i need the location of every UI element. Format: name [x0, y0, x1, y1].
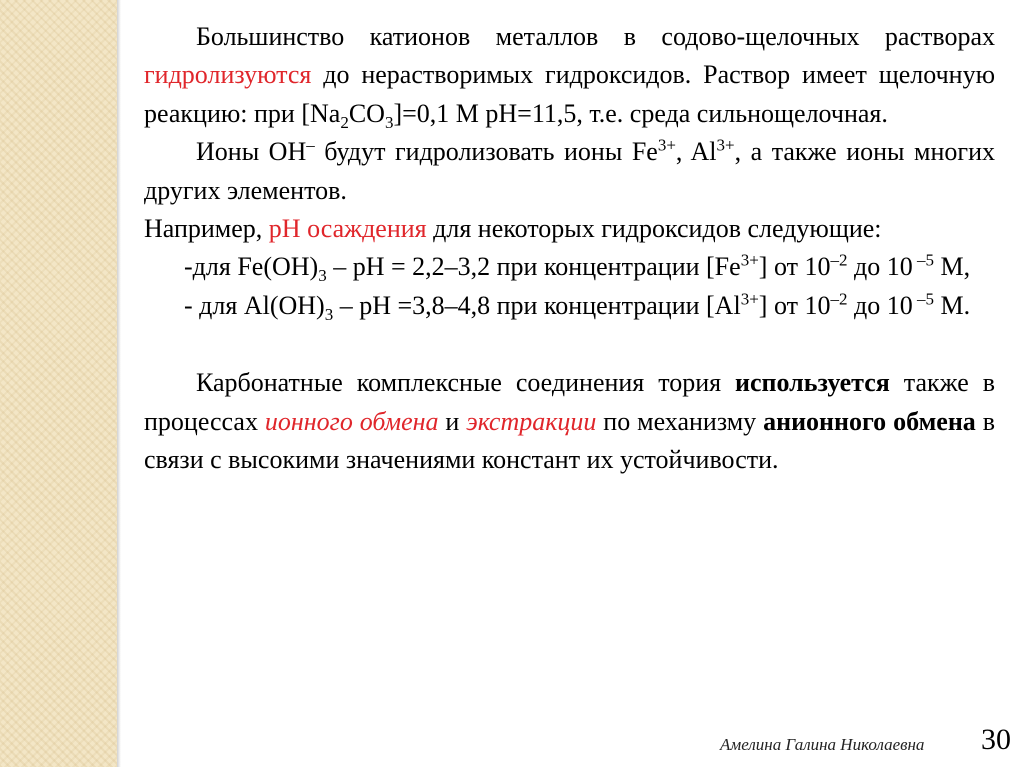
highlight-ph-precipitation: pH осаждения — [268, 214, 427, 244]
author-name: Амелина Галина Николаевна — [720, 735, 925, 754]
paragraph-spacer — [144, 325, 995, 364]
highlight-hydrolyze: гидролизуются — [144, 60, 312, 90]
highlight-extraction: экстракции — [466, 406, 597, 436]
paragraph-oh-ions: Ионы OH– будут гидролизовать ионы $Fe^{3+}$, $Al^{3+}$, а также ионы многих других элементов. — [144, 135, 995, 205]
left-decorative-strip — [0, 0, 117, 767]
slide-body — [144, 18, 995, 479]
item-fe-hydroxide: -для $Fe(OH)_3$ – pH = 2,2–3,2 при концентрации $[Fe^{3+}]$ от $10^{-2}$ до 10 $^{-5}$ М, — [184, 250, 971, 286]
highlight-ion-exchange: ионного обмена — [264, 406, 439, 436]
paragraph-example: Например, pH осаждения для некоторых гидроксидов следующие: — [144, 214, 882, 244]
paragraph-thorium: Карбонатные комплексные соединения тория используется также в процессах ионного обмена и экстракции по механизму анионного обмена в связи с высокими значениями констант их устойчивости. — [144, 368, 996, 475]
page-number: 30 — [981, 723, 1011, 756]
bold-used: используется — [735, 368, 890, 398]
item-al-hydroxide: - для $Al(OH)_3$ – pH =3,8–4,8 при концентрации $[Al^{3+}]$ от $10^{-2}$ до 10 $^{-5}$ М. — [184, 289, 971, 325]
bold-anion-exchange: анионного обмена — [763, 406, 976, 436]
strip-shadow — [117, 0, 121, 767]
paragraph-hydrolysis: Большинство катионов металлов в содово-щелочных растворах гидролизуются до нерастворимых гидроксидов. Раствор имеет щелочную реакцию: при $[Na_2CO_3]=0,1$ М pH=11,5, т.е. среда сильнощелочная. — [144, 22, 995, 132]
